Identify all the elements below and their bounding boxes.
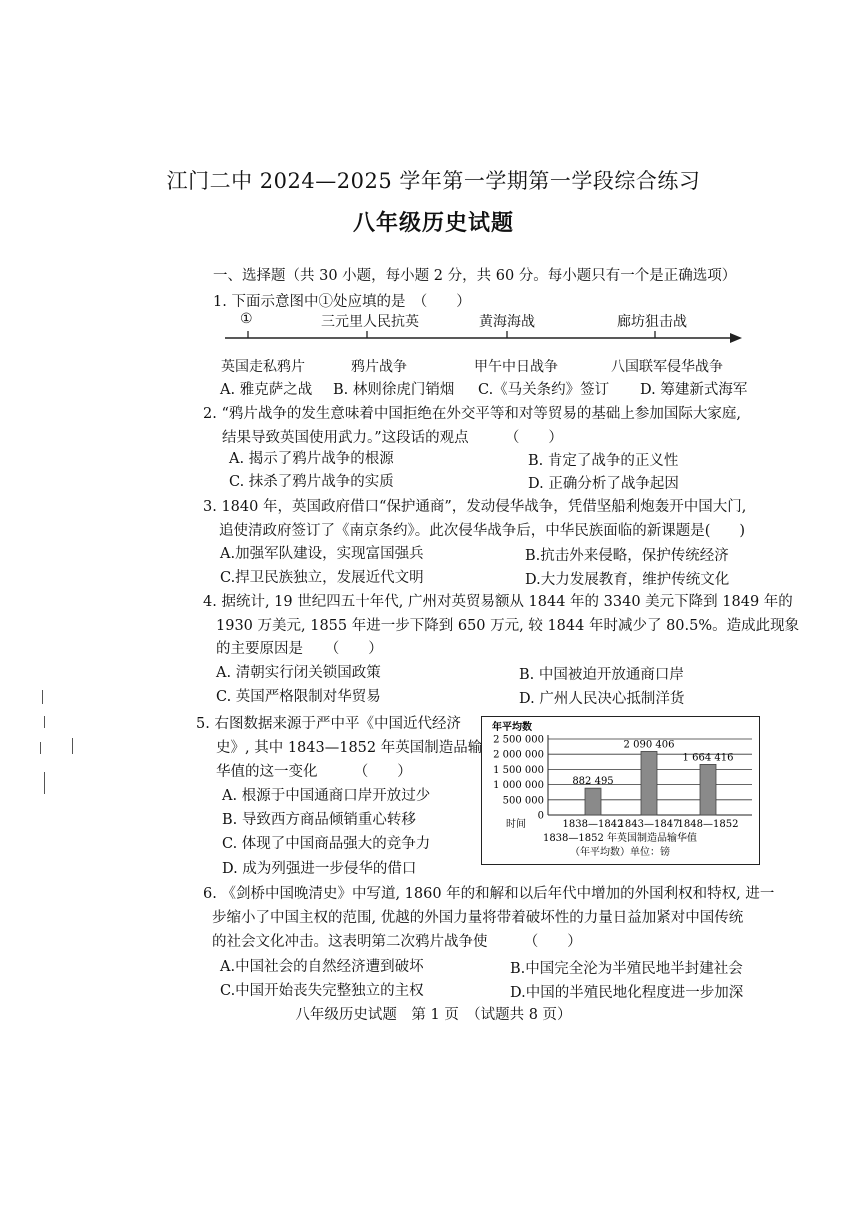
q2-stem-line2: 结果导致英国使用武力。”这段话的观点 （ ） <box>222 430 563 446</box>
chart-ytick-label: 500 000 <box>502 795 544 807</box>
q3-option-d[interactable]: D.大力发展教育，维护传统文化 <box>525 572 730 588</box>
chart-category-label: 1838—1842 <box>562 819 624 830</box>
chart-bar <box>641 751 657 815</box>
q1-option-d[interactable]: D. 筹建新式海军 <box>640 382 748 398</box>
scan-mark <box>44 772 45 794</box>
scan-mark <box>44 716 45 728</box>
chart-ytick-label: 1 000 000 <box>493 780 544 792</box>
export-value-chart <box>481 716 760 865</box>
q6-option-c[interactable]: C.中国开始丧失完整独立的主权 <box>220 983 424 999</box>
timeline-arrow <box>225 328 745 348</box>
chart-svg <box>482 717 759 864</box>
chart-ylabel: 年平均数 <box>492 722 532 733</box>
chart-bar <box>585 788 601 815</box>
timeline-label-4: 廊坊狙击战 <box>617 314 687 330</box>
q5-option-b[interactable]: B. 导致西方商品倾销重心转移 <box>222 812 416 828</box>
page-footer: 八年级历史试题 第 1 页 （试题共 8 页） <box>295 1007 572 1023</box>
q4-option-d[interactable]: D. 广州人民决心抵制洋货 <box>519 691 685 707</box>
timeline-label-3: 黄海海战 <box>479 314 535 330</box>
chart-bar <box>700 764 716 815</box>
scan-mark <box>40 742 41 754</box>
scan-mark <box>72 738 73 754</box>
q5-stem-line2: 史》, 其中 1843—1852 年英国制造品输 <box>216 740 483 756</box>
q6-stem-line1: 6. 《剑桥中国晚清史》中写道, 1860 年的和解和以后年代中增加的外国利权和特权, 进一 <box>203 886 775 902</box>
q5-option-d[interactable]: D. 成为列强进一步侵华的借口 <box>222 861 417 877</box>
q4-stem-line2: 1930 万美元, 1855 年进一步下降到 650 万元, 较 1844 年时减少了 80.5%。造成此现象 <box>216 618 800 634</box>
q2-option-b[interactable]: B. 肯定了战争的正义性 <box>528 453 679 469</box>
chart-xlabel: 时间 <box>506 819 526 830</box>
scan-mark <box>42 690 43 704</box>
q5-stem-line1: 5. 右图数据来源于严中平《中国近代经济 <box>196 716 461 732</box>
q2-option-d[interactable]: D. 正确分析了战争起因 <box>528 476 679 492</box>
chart-ytick-label: 2 500 000 <box>493 734 544 746</box>
q1-option-b[interactable]: B. 林则徐虎门销烟 <box>333 382 455 398</box>
chart-value-label: 1 664 416 <box>682 752 734 764</box>
q3-option-a[interactable]: A.加强军队建设，实现富国强兵 <box>220 546 424 562</box>
exam-subtitle: 八年级历史试题 <box>352 210 514 236</box>
chart-category-label: 1843—1847 <box>618 819 680 830</box>
section-heading: 一、选择题（共 30 小题，每小题 2 分，共 60 分。每小题只有一个是正确选项） <box>213 268 737 284</box>
q2-stem-line1: 2. “鸦片战争的发生意味着中国拒绝在外交平等和对等贸易的基础上参加国际大家庭, <box>203 406 741 422</box>
chart-value-label: 882 495 <box>572 776 614 788</box>
q6-option-b[interactable]: B.中国完全沦为半殖民地半封建社会 <box>510 961 743 977</box>
q1-stem: 1. 下面示意图中①处应填的是 （ ） <box>213 294 471 310</box>
exam-title: 江门二中 2024—2025 学年第一学期第一学段综合练习 <box>166 169 701 193</box>
q3-option-b[interactable]: B.抗击外来侵略，保护传统经济 <box>525 548 729 564</box>
q4-option-a[interactable]: A. 清朝实行闭关锁国政策 <box>216 665 381 681</box>
chart-caption: 1838—1852 年英国制造品输华值 <box>542 833 698 844</box>
timeline-event-1: 英国走私鸦片 <box>221 359 305 375</box>
chart-ytick-label: 0 <box>537 810 544 822</box>
timeline-label-1: ① <box>240 311 253 327</box>
q2-option-a[interactable]: A. 揭示了鸦片战争的根源 <box>229 451 394 467</box>
q2-option-c[interactable]: C. 抹杀了鸦片战争的实质 <box>229 474 394 490</box>
q6-option-d[interactable]: D.中国的半殖民地化程度进一步加深 <box>510 985 744 1001</box>
q3-stem-line1: 3. 1840 年，英国政府借口“保护通商”，发动侵华战争，凭借坚船利炮轰开中国大门, <box>203 499 747 515</box>
q4-option-c[interactable]: C. 英国严格限制对华贸易 <box>216 689 381 705</box>
q3-option-c[interactable]: C.捍卫民族独立，发展近代文明 <box>220 570 424 586</box>
timeline-event-4: 八国联军侵华战争 <box>611 359 723 375</box>
q6-option-a[interactable]: A.中国社会的自然经济遭到破坏 <box>220 959 424 975</box>
q6-stem-line2: 步缩小了中国主权的范围, 优越的外国力量将带着破坏性的力量日益加紧对中国传统 <box>212 910 744 926</box>
timeline-event-3: 甲午中日战争 <box>474 359 558 375</box>
chart-value-label: 2 090 406 <box>623 739 675 751</box>
q6-stem-line3: 的社会文化冲击。这表明第二次鸦片战争使 （ ） <box>212 934 582 950</box>
chart-category-label: 1848—1852 <box>677 819 739 830</box>
q4-option-b[interactable]: B. 中国被迫开放通商口岸 <box>519 667 684 683</box>
timeline-event-2: 鸦片战争 <box>351 359 407 375</box>
q1-option-c[interactable]: C.《马关条约》签订 <box>478 382 610 398</box>
q4-stem-line3: 的主要原因是 （ ） <box>216 641 383 657</box>
q5-stem-line3: 华值的这一变化 （ ） <box>216 764 412 780</box>
q5-option-c[interactable]: C. 体现了中国商品强大的竞争力 <box>222 836 431 852</box>
timeline-label-2: 三元里人民抗英 <box>321 314 419 330</box>
chart-ytick-label: 1 500 000 <box>493 764 544 776</box>
q1-option-a[interactable]: A. 雅克萨之战 <box>220 382 313 398</box>
q4-stem-line1: 4. 据统计, 19 世纪四五十年代, 广州对英贸易额从 1844 年的 3340 美元下降到 1849 年的 <box>203 594 793 610</box>
q5-option-a[interactable]: A. 根源于中国通商口岸开放过少 <box>222 788 431 804</box>
q3-stem-line2: 追使清政府签订了《南京条约》。此次侵华战争后，中华民族面临的新课题是( ) <box>219 523 746 539</box>
chart-ytick-label: 2 000 000 <box>493 749 544 761</box>
chart-caption-unit: （年平均数）单位：镑 <box>570 847 670 858</box>
